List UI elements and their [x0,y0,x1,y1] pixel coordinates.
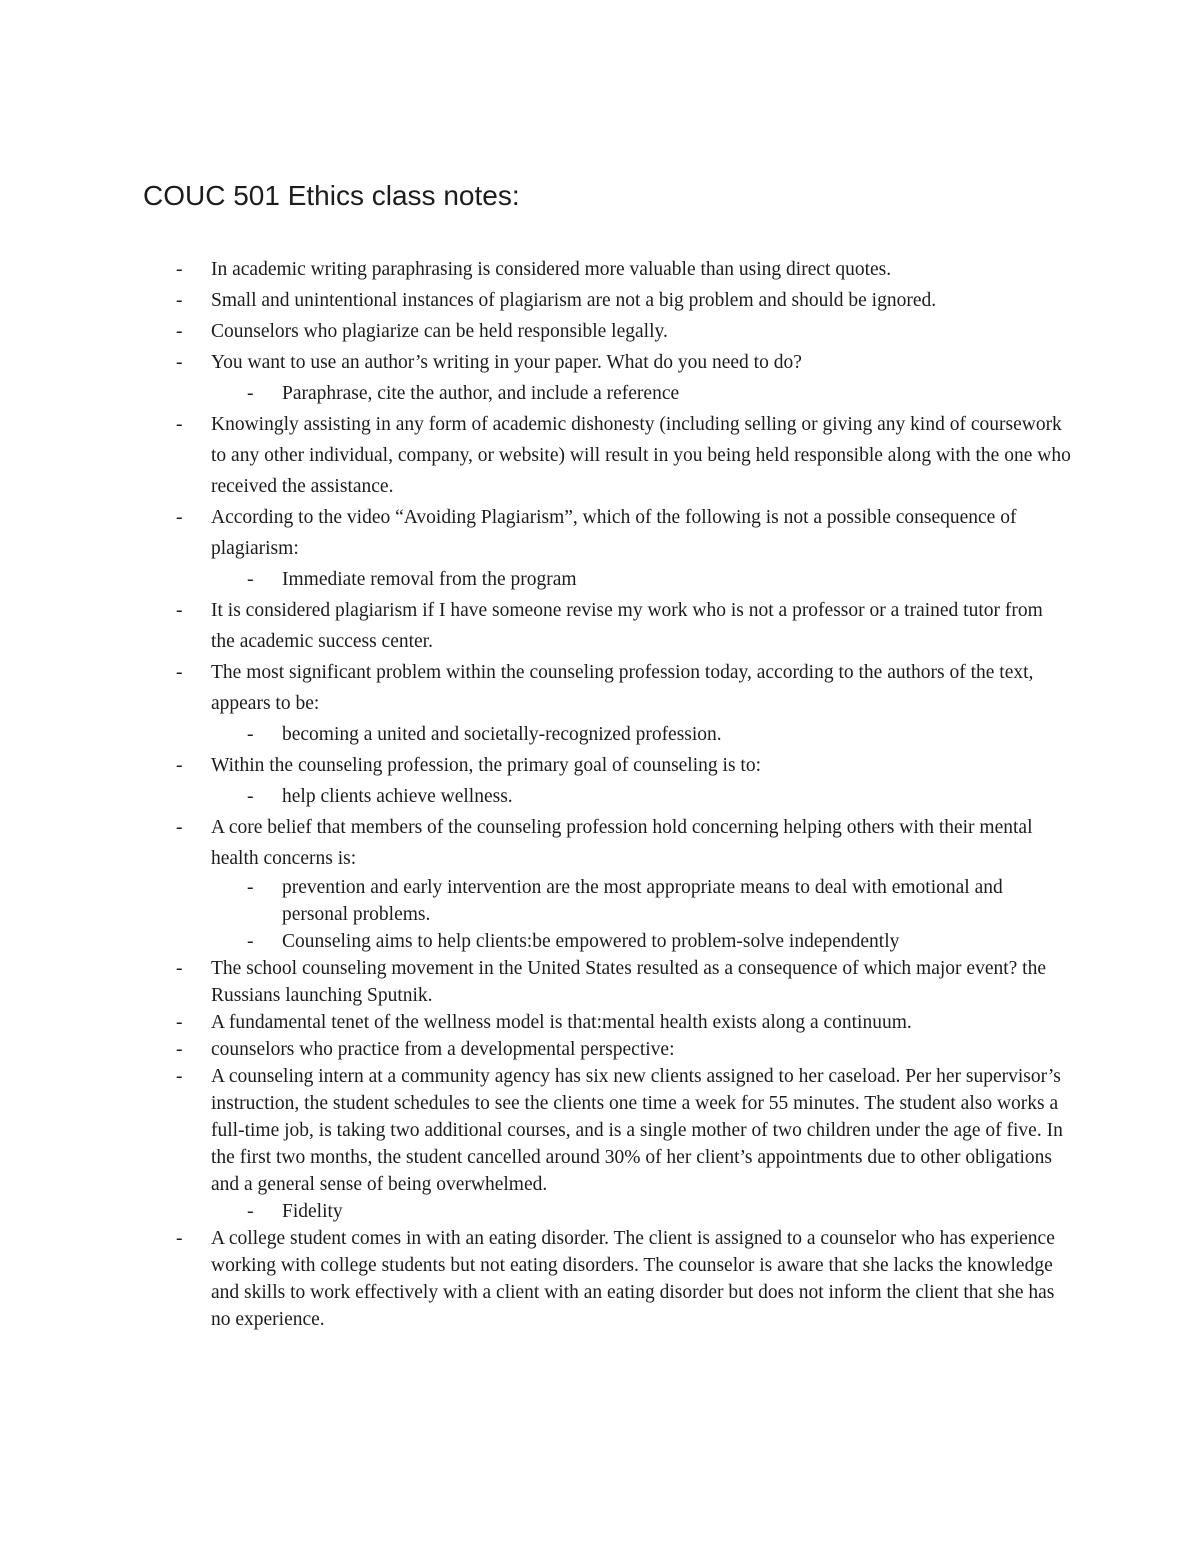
bullet-dash: - [247,569,254,590]
bullet-dash: - [176,817,183,838]
list-item-text: Counselors who plagiarize can be held responsible legally. [211,321,668,342]
list-item-text: You want to use an author’s writing in your paper. What do you need to do? [211,352,802,373]
list-item-text: Counseling aims to help clients:be empowered to problem-solve independently [282,931,900,952]
sub-list-item [0,928,1072,955]
list-item-text: The school counseling movement in the United States resulted as a consequence of which major event? the Russians launching Sputnik. [211,958,1046,1006]
bullet-dash: - [176,1039,183,1060]
list-item-text: counselors who practice from a developmental perspective: [211,1039,675,1060]
list-item [0,595,1071,657]
list-item [0,955,1071,1009]
notes-list [0,254,1200,1333]
list-item-text: Knowingly assisting in any form of academic dishonesty (including selling or giving any kind of coursework to any other individual, company, or website) will result in you being held responsible along with the one who received the assistance. [211,414,1071,497]
list-item-text: help clients achieve wellness. [282,786,513,807]
list-item [0,316,1071,347]
list-item-text: A counseling intern at a community agency has six new clients assigned to her caseload. Per her supervisor’s instruction, the student schedules to see the clients one time a week for 55 minutes. The student also works a full-time job, is taking two additional courses, and is a single mother of two children under the age of five. In the first two months, the student cancelled around 30% of her client’s appointments due to other obligations and a general sense of being overwhelmed. [211,1066,1063,1195]
list-item-text: In academic writing paraphrasing is considered more valuable than using direct quotes. [211,259,892,280]
bullet-dash: - [176,321,183,342]
bullet-dash: - [176,600,183,621]
list-item-text: Small and unintentional instances of plagiarism are not a big problem and should be ignored. [211,290,937,311]
list-item [0,347,1071,378]
list-item [0,1009,1071,1036]
bullet-dash: - [176,259,183,280]
sub-list-item [0,781,1072,812]
bullet-dash: - [176,1066,183,1087]
bullet-dash: - [176,1012,183,1033]
bullet-dash: - [247,724,254,745]
bullet-dash: - [176,662,183,683]
list-item-text: The most significant problem within the counseling profession today, according to the authors of the text, appears to be: [211,662,1034,714]
list-item [0,254,1071,285]
list-item [0,409,1071,502]
bullet-dash: - [176,290,183,311]
sub-list-item [0,719,1072,750]
list-item-text: A fundamental tenet of the wellness model is that:mental health exists along a continuum. [211,1012,912,1033]
list-item-text: According to the video “Avoiding Plagiarism”, which of the following is not a possible consequence of plagiarism: [211,507,1017,559]
list-item-text: A college student comes in with an eating disorder. The client is assigned to a counselor who has experience working with college students but not eating disorders. The counselor is aware that she lacks the knowledge and skills to work effectively with a client with an eating disorder but does not inform the client that she has no experience. [211,1228,1055,1330]
list-item-text: Fidelity [282,1201,343,1222]
bullet-dash: - [247,383,254,404]
bullet-dash: - [176,414,183,435]
bullet-dash: - [176,958,183,979]
list-item [0,1063,1071,1198]
list-item-text: Within the counseling profession, the primary goal of counseling is to: [211,755,761,776]
bullet-dash: - [247,877,254,898]
list-item-text: Paraphrase, cite the author, and include a reference [282,383,680,404]
bullet-dash: - [176,755,183,776]
list-item-text: It is considered plagiarism if I have someone revise my work who is not a professor or a trained tutor from the academic success center. [211,600,1043,652]
list-item-text: A core belief that members of the counseling profession hold concerning helping others with their mental health concerns is: [211,817,1033,869]
sub-list-item [0,874,1072,928]
sub-list-item [0,564,1072,595]
bullet-dash: - [247,931,254,952]
list-item-text: Immediate removal from the program [282,569,577,590]
bullet-dash: - [247,1201,254,1222]
list-item-text: becoming a united and societally-recognized profession. [282,724,722,745]
bullet-dash: - [176,1228,183,1249]
list-item [0,285,1071,316]
sub-list-item [0,378,1072,409]
page-title: COUC 501 Ethics class notes: [143,180,520,211]
bullet-dash: - [176,352,183,373]
bullet-dash: - [176,507,183,528]
list-item [0,657,1071,719]
bullet-dash: - [247,786,254,807]
list-item [0,1225,1071,1333]
sub-list-item [0,1198,1072,1225]
list-item [0,1036,1071,1063]
list-item [0,750,1071,781]
list-item-text: prevention and early intervention are the most appropriate means to deal with emotional and personal problems. [282,877,1003,925]
list-item [0,812,1071,874]
list-item [0,502,1071,564]
